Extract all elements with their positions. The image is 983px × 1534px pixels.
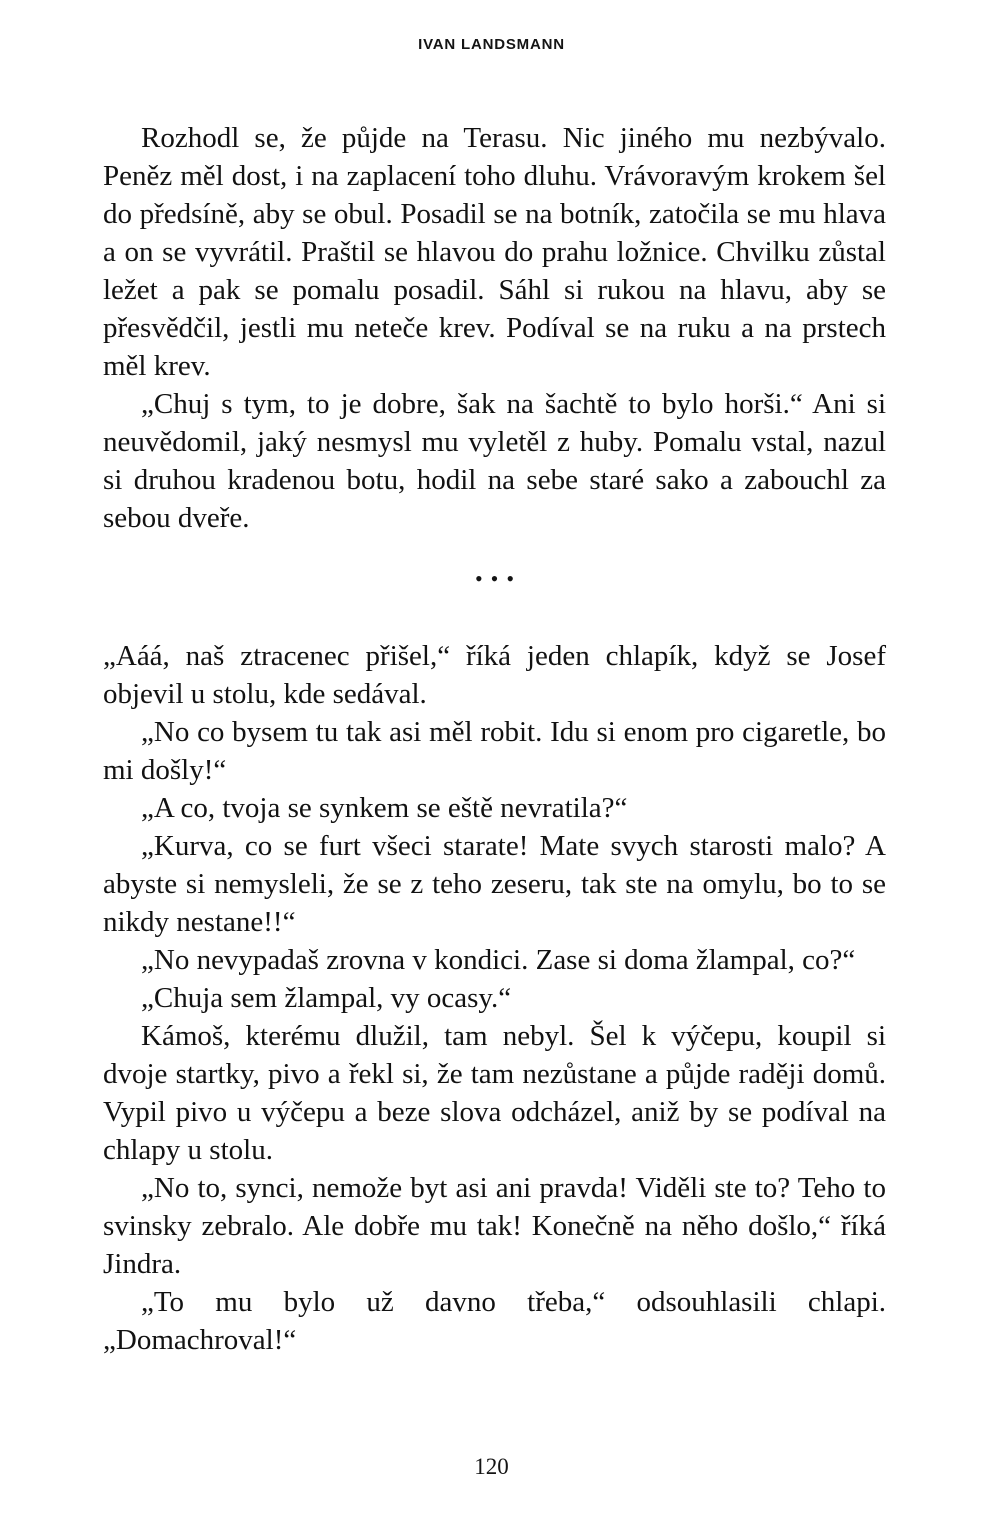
body-paragraph: „No nevypadaš zrovna v kondici. Zase si doma žlampal, co?“ [141, 944, 856, 976]
body-paragraph: „Chuja sem žlampal, vy ocasy.“ [141, 982, 512, 1014]
body-paragraph: Kámoš, kterému dlužil, tam nebyl. Šel k výčepu, koupil si dvoje startky, pivo a řekl si, že tam nezůstane a půjde raději domů. Vypil pivo u výčepu a beze slova odcházel, aniž by se podíval na chlapy u stolu. [103, 1020, 886, 1166]
page-number: 120 [474, 1454, 509, 1479]
body-paragraph: „Aáá, naš ztracenec přišel,“ říká jeden chlapík, když se Josef objevil u stolu, kde sedával. [103, 640, 886, 710]
body-paragraph: „To mu bylo už davno třeba,“ odsouhlasili chlapi. „Domachroval!“ [103, 1286, 886, 1356]
body-paragraph: „No to, synci, nemože byt asi ani pravda! Viděli ste to? Teho to svinsky zebralo. Ale dobře mu tak! Konečně na něho došlo,“ říká Jindra. [103, 1172, 886, 1280]
running-header: IVAN LANDSMANN [418, 36, 565, 53]
text-block [103, 119, 886, 1359]
body-paragraph: „No co bysem tu tak asi měl robit. Idu si enom pro cigaretle, bo mi došly!“ [103, 716, 886, 786]
body-paragraph: Rozhodl se, že půjde na Terasu. Nic jiného mu nezbývalo. Peněz měl dost, i na zaplacení toho dluhu. Vrávoravým krokem šel do předsíně, aby se obul. Posadil se na botník, zatočila se mu hlava a on se vyvrátil. Praštil se hlavou do prahu ložnice. Chvilku zůstal ležet a pak se pomalu posadil. Sáhl si rukou na hlavu, aby se přesvědčil, jestli mu neteče krev. Podíval se na ruku a na prstech měl krev. [103, 122, 886, 382]
section-separator [103, 565, 886, 593]
body-paragraph: „A co, tvoja se synkem se eště nevratila?“ [141, 792, 628, 824]
separator-dots-icon: ••• [474, 566, 523, 591]
body-paragraph: „Chuj s tym, to je dobre, šak na šachtě to bylo horši.“ Ani si neuvědomil, jaký nesmysl mu vyletěl z huby. Pomalu vstal, nazul si druhou kradenou botu, hodil na sebe staré sako a zabouchl za sebou dveře. [103, 388, 886, 534]
body-paragraph: „Kurva, co se furt všeci starate! Mate svych starosti malo? A abyste si nemysleli, že se z teho zeseru, tak ste na omylu, bo to se nikdy nestane!!“ [103, 830, 886, 938]
